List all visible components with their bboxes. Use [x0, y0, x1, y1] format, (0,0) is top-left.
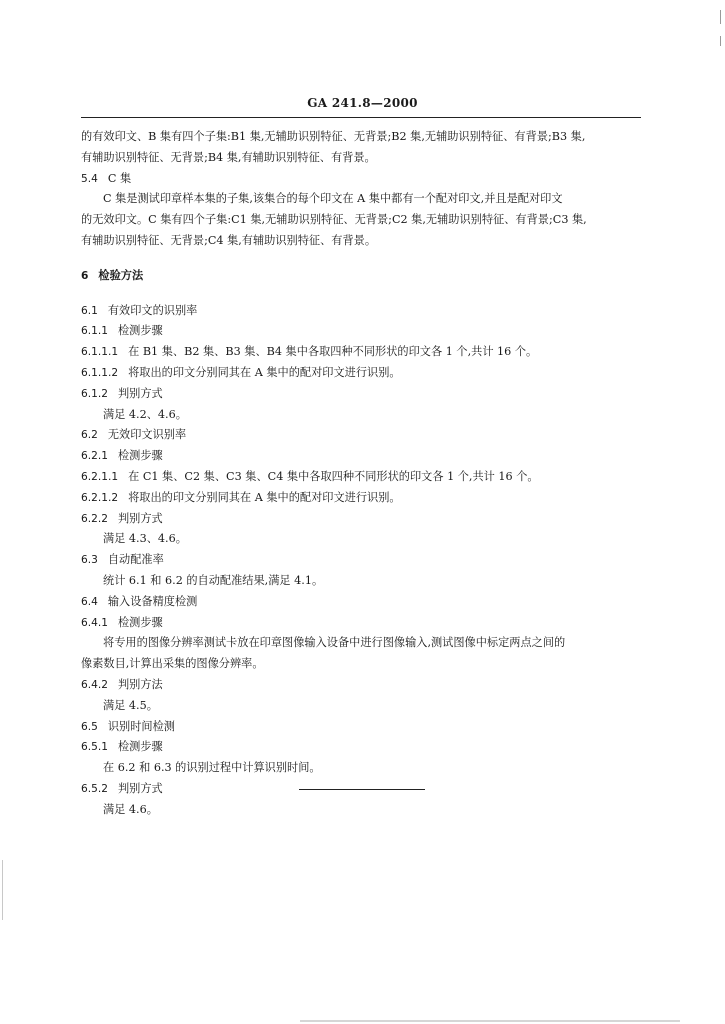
section-6-1-heading — [81, 301, 641, 322]
clause-6-2-1-1 — [81, 467, 641, 488]
section-5-4-paragraph-line-1: C 集是测试印章样本集的子集,该集合的每个印文在 A 集中都有一个配对印文,并且是配对印文 — [103, 192, 563, 206]
section-title: 检验方法 — [98, 268, 144, 282]
section-5-4-paragraph-line-3: 有辅助识别特征、无背景;C4 集,有辅助识别特征、有背景。 — [81, 233, 377, 247]
section-title: 判别方式 — [117, 781, 163, 795]
clause-6-2-1-2 — [81, 488, 641, 509]
section-title: 检测步骤 — [117, 615, 163, 629]
section-gap — [81, 287, 641, 301]
section-number: 6 — [81, 269, 89, 282]
clause-text: 在 B1 集、B2 集、B3 集、B4 集中各取四种不同形状的印文各 1 个,共计 16 个。 — [128, 345, 538, 359]
section-title: 检测步骤 — [117, 740, 163, 754]
section-5-4-heading — [81, 169, 641, 190]
section-number: 6.4.2 — [81, 678, 108, 691]
section-number: 6.4.1 — [81, 616, 108, 629]
section-title: 判别方式 — [117, 386, 163, 400]
clause-number: 6.1.1.2 — [81, 366, 119, 379]
section-title: 输入设备精度检测 — [107, 594, 198, 608]
section-6-2-2-heading — [81, 509, 641, 530]
section-title: 自动配准率 — [107, 553, 164, 567]
section-title: 检测步骤 — [117, 324, 163, 338]
section-6-5-heading — [81, 717, 641, 738]
section-number: 6.5.2 — [81, 782, 108, 795]
header-rule — [81, 117, 641, 118]
page-header-standard-number: GA 241.8—2000 — [307, 96, 418, 110]
section-6-5-1-heading — [81, 737, 641, 758]
section-6-1-1-heading — [81, 321, 641, 342]
section-6-heading — [81, 266, 641, 287]
clause-text: 将取出的印文分别同其在 A 集中的配对印文进行识别。 — [128, 490, 401, 504]
section-6-4-1-heading — [81, 613, 641, 634]
section-6-4-1-paragraph-line-1: 将专用的图像分辨率测试卡放在印章图像输入设备中进行图像输入,测试图像中标定两点之间的 — [103, 636, 566, 650]
section-title: 有效印文的识别率 — [107, 303, 198, 317]
clause-number: 6.2.1.1 — [81, 470, 119, 483]
section-6-3-heading — [81, 550, 641, 571]
section-number: 6.2.1 — [81, 450, 108, 463]
section-title: 判别方法 — [117, 677, 163, 691]
clause-number: 6.2.1.2 — [81, 491, 119, 504]
section-6-1-2-heading — [81, 384, 641, 405]
section-5-4-paragraph-line-2: 的无效印文。C 集有四个子集:C1 集,无辅助识别特征、无背景;C2 集,无辅助识别特征、有背景;C3 集, — [81, 213, 587, 227]
section-6-2-heading — [81, 425, 641, 446]
section-number: 6.1.1 — [81, 325, 108, 338]
section-6-3-text: 统计 6.1 和 6.2 的自动配准结果,满足 4.1。 — [103, 573, 324, 587]
section-number: 5.4 — [81, 172, 98, 185]
section-number: 6.5 — [81, 720, 98, 733]
section-title: 无效印文识别率 — [107, 428, 187, 442]
page-content — [81, 127, 641, 821]
section-number: 6.2.2 — [81, 512, 108, 525]
section-title: 判别方式 — [117, 511, 163, 525]
section-6-4-heading — [81, 592, 641, 613]
section-number: 6.1 — [81, 304, 98, 317]
clause-6-1-1-1 — [81, 342, 641, 363]
section-6-5-2-text: 满足 4.6。 — [103, 802, 158, 816]
section-number: 6.4 — [81, 595, 98, 608]
section-6-4-2-heading — [81, 675, 641, 696]
clause-6-1-1-2 — [81, 363, 641, 384]
continued-paragraph-line-2: 有辅助识别特征、无背景;B4 集,有辅助识别特征、有背景。 — [81, 150, 376, 164]
clause-text: 将取出的印文分别同其在 A 集中的配对印文进行识别。 — [128, 365, 401, 379]
section-number: 6.3 — [81, 554, 98, 567]
clause-number: 6.1.1.1 — [81, 346, 119, 359]
section-number: 6.5.1 — [81, 741, 108, 754]
section-6-4-1-paragraph-line-2: 像素数目,计算出采集的图像分辨率。 — [81, 657, 264, 671]
section-6-2-1-heading — [81, 446, 641, 467]
scan-artifact — [720, 10, 721, 24]
section-number: 6.2 — [81, 429, 98, 442]
section-6-1-2-text: 满足 4.2、4.6。 — [103, 407, 187, 421]
scan-artifact — [720, 36, 721, 46]
section-title: 识别时间检测 — [107, 719, 175, 733]
continued-paragraph-line-1: 的有效印文、B 集有四个子集:B1 集,无辅助识别特征、无背景;B2 集,无辅助识别特征、有背景;B3 集, — [81, 130, 586, 143]
scan-artifact — [2, 860, 3, 920]
section-6-5-1-text: 在 6.2 和 6.3 的识别过程中计算识别时间。 — [103, 761, 321, 775]
section-number: 6.1.2 — [81, 387, 108, 400]
scan-artifact — [300, 1020, 680, 1022]
section-6-2-2-text: 满足 4.3、4.6。 — [103, 532, 187, 546]
section-6-4-2-text: 满足 4.5。 — [103, 698, 158, 712]
section-title: C 集 — [107, 171, 132, 185]
clause-text: 在 C1 集、C2 集、C3 集、C4 集中各取四种不同形状的印文各 1 个,共计 16 个。 — [128, 469, 539, 483]
section-title: 检测步骤 — [117, 449, 163, 463]
end-of-document-rule — [299, 789, 425, 790]
section-gap — [81, 252, 641, 266]
